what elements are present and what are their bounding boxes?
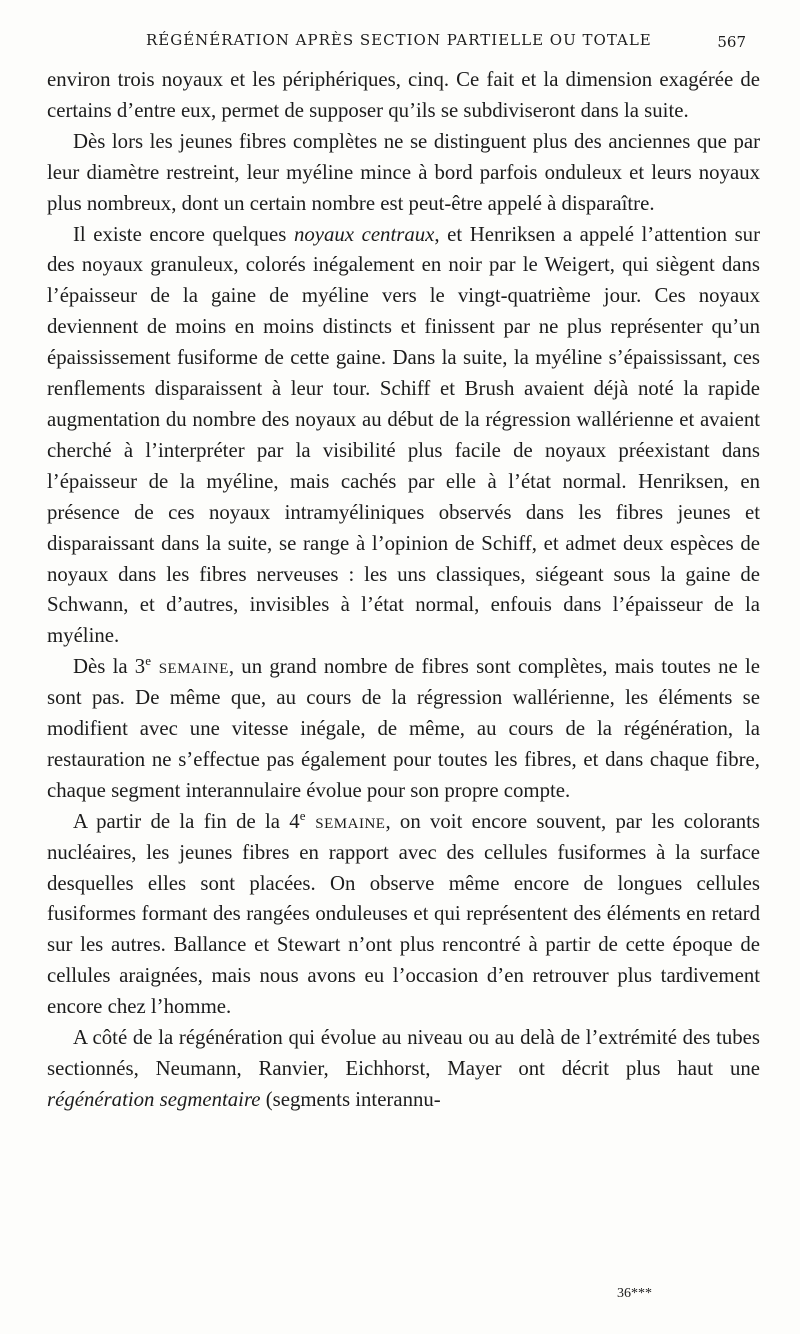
text-segment: , un grand nombre de fibres sont complètes, mais toutes ne le sont pas. De même que, au cours de la régression wallérienne, les éléments se modifient avec une vitesse inégale, de même, au cours de la régénération, la restauration ne s’effectue pas également pour toutes les fibres, et dans chaque fibre, chaque segment interannulaire évolue pour son propre compte.: [47, 655, 760, 802]
text-segment: , on voit encore souvent, par les colorants nucléaires, les jeunes fibres en rapport avec des cellules fusiformes à la surface desquelles elles sont placées. On observe même encore de longues cellules fusiformes formant des rangées onduleuses et qui représentent des éléments en retard sur les autres. Ballance et Stewart n’ont plus rencontré à partir de cette époque de cellules araignées, mais nous avons eu l’occasion d’en retrouver plus tardivement encore chez l’homme.: [47, 809, 760, 1019]
italic-text: régénération segmentaire: [47, 1087, 261, 1111]
paragraph: [47, 127, 760, 220]
superscript-text: e: [299, 807, 306, 823]
paragraph: [47, 65, 760, 127]
text-segment: Dès la 3: [73, 655, 146, 679]
body-text: [47, 65, 760, 1116]
text-segment: Dès lors les jeunes fibres complètes ne se distinguent plus des anciennes que par leur diamètre restreint, leur myéline mince à bord parfois onduleux et leurs noyaux plus nombreux, dont un certain nombre est peut-être appelé à disparaître.: [47, 129, 760, 215]
text-segment: , et Henriksen a appelé l’attention sur des noyaux granuleux, colorés inégalement en noir par le Weigert, qui siègent dans l’épaisseur de la gaine de myéline vers le vingt-quatrième jour. Ces noyaux deviennent de moins en moins distincts et finissent par ne plus représenter qu’un épaississement fusiforme de cette gaine. Dans la suite, la myéline s’épaississant, ces renflements disparaissent à leur tour. Schiff et Brush avaient déjà noté la rapide augmentation du nombre des noyaux au début de la régression wallérienne et avaient cherché à l’interpréter par la visibilité plus facile de noyaux préexistant dans l’épaisseur de la myéline, mais cachés par elle à l’état normal. Henriksen, en présence de ces noyaux intramyéliniques observés dans les fibres jeunes et disparaissant dans la suite, se range à l’opinion de Schiff, et admet deux espèces de noyaux dans les fibres nerveuses : les uns classiques, siégeant sous la gaine de Schwann, et d’autres, invisibles à l’état normal, enfouis dans l’épaisseur de la myéline.: [47, 222, 760, 648]
paragraph: [47, 220, 760, 653]
paragraph: [47, 1023, 760, 1116]
small-caps-text: semaine: [305, 809, 386, 833]
text-segment: A côté de la régénération qui évolue au niveau ou au delà de l’extrémité des tubes sectionnés, Neumann, Ranvier, Eichhorst, Mayer ont décrit plus haut une: [47, 1026, 760, 1080]
text-segment: environ trois noyaux et les périphériques, cinq. Ce fait et la dimension exagérée de certains d’entre eux, permet de supposer qu’ils se subdiviseront dans la suite.: [47, 68, 760, 122]
signature-mark: 36***: [617, 1286, 652, 1301]
text-segment: Il existe encore quelques: [73, 222, 294, 246]
paragraph: [47, 807, 760, 1023]
small-caps-text: semaine: [150, 655, 229, 679]
page-number: 567: [717, 33, 746, 51]
running-title: RÉGÉNÉRATION APRÈS SECTION PARTIELLE OU TOTALE: [146, 31, 652, 49]
running-head: [60, 31, 760, 55]
italic-text: noyaux centraux: [293, 222, 435, 246]
text-segment: A partir de la fin de la 4: [73, 809, 300, 833]
paragraph: [47, 652, 760, 807]
text-segment: (segments interannu-: [260, 1087, 441, 1111]
superscript-text: e: [145, 653, 151, 669]
